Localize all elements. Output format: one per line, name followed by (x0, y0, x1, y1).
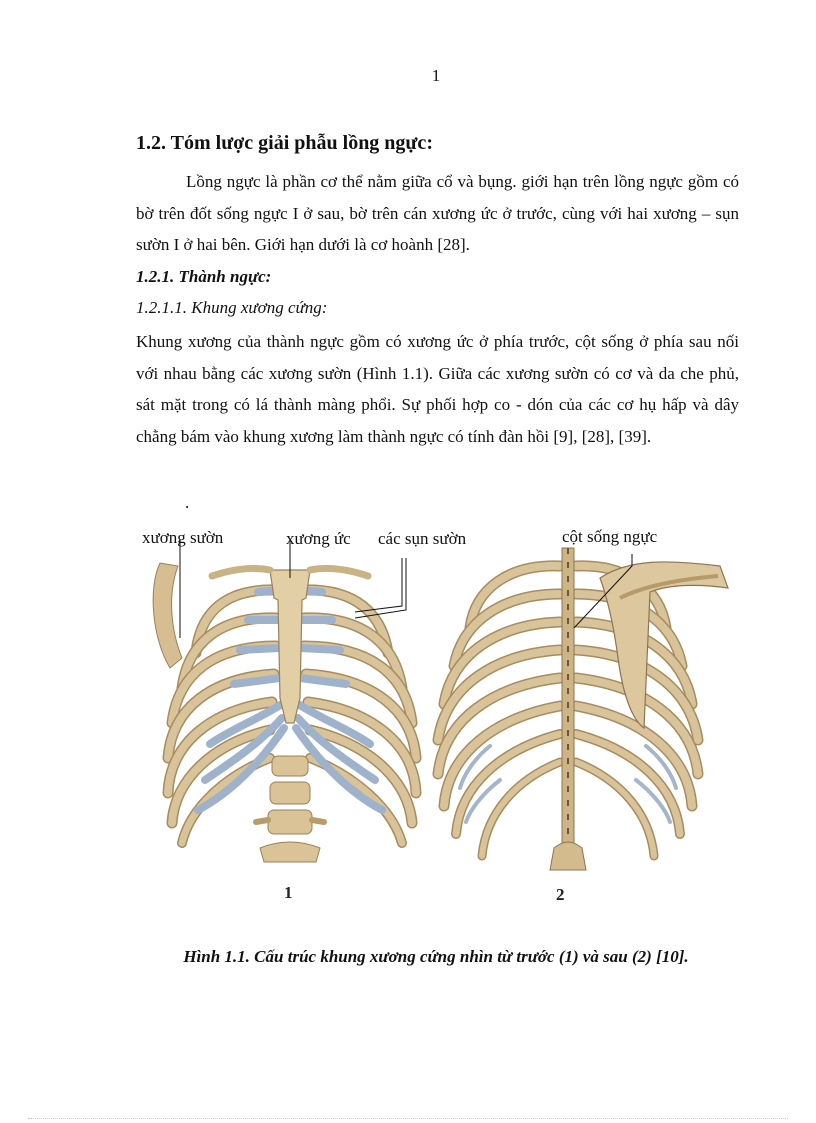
label-spine: cột sống ngực (562, 527, 658, 546)
scapula (600, 562, 728, 728)
label-cartilages: các sụn sườn (378, 529, 467, 548)
panel-number-1: 1 (284, 883, 293, 902)
rib-cage-figure (130, 518, 742, 918)
subsubsection-heading: 1.2.1.1. Khung xương cứng: (136, 298, 328, 317)
intro-paragraph: Lồng ngực là phần cơ thể nằm giữa cổ và bụng. giới hạn trên lồng ngực gồm có bờ trên đốt sống ngực I ở sau, bờ trên cán xương ức ở trước, cùng với hai xương – sụn sườn I ở hai bên. Giới hạn dưới là cơ hoành [28]. (136, 172, 739, 254)
figure-caption: Hình 1.1. Cấu trúc khung xương cứng nhìn từ trước (1) và sau (2) [10]. (183, 947, 689, 966)
label-ribs: xương sườn (142, 528, 224, 547)
lumbar-vertebrae (256, 756, 324, 862)
anterior-rib-cage (153, 540, 416, 862)
page-number: 1 (431, 66, 441, 85)
posterior-rib-cage (438, 548, 728, 870)
panel-number-2: 2 (556, 885, 565, 904)
label-sternum: xương ức (286, 529, 351, 548)
skeleton-paragraph: Khung xương của thành ngực gồm có xương ức ở phía trước, cột sống ở phía sau nối với nhau bằng các xương sườn (Hình 1.1). Giữa các xương sườn có cơ và da che phủ, sát mặt trong có lá thành màng phổi. Sự phối hợp co - dón của các cơ hụ hấp và dây chằng bám vào khung xương làm thành ngực có tính đàn hồi [9], [28], [39]. (136, 332, 739, 446)
stray-dot: . (185, 493, 190, 512)
page-bottom-rule (28, 1118, 788, 1119)
rib-cage-illustration (130, 518, 742, 918)
subsection-heading: 1.2.1. Thành ngực: (136, 267, 272, 286)
posterior-left-ribs (438, 566, 560, 856)
section-heading: 1.2. Tóm lược giải phẫu lồng ngực: (136, 132, 433, 154)
